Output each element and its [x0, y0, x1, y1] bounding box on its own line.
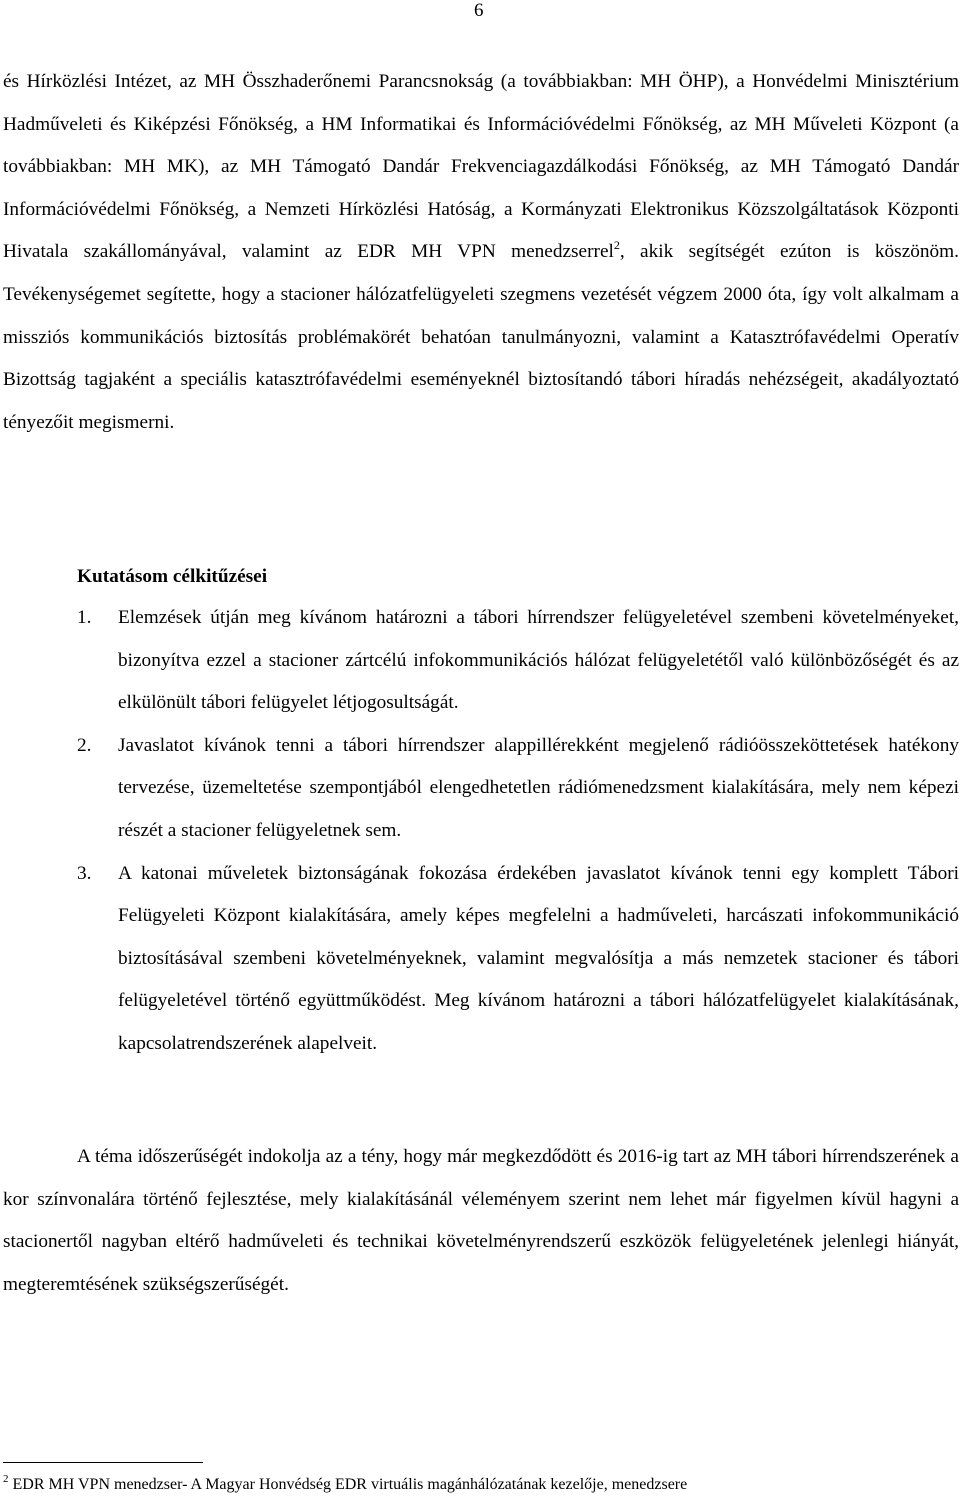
list-item: [77, 725, 959, 853]
intro-paragraph-text-after-ref: , akik segítségét ezúton is köszönöm. Tevékenységemet segítette, hogy a stacioner hálózatfelügyeleti szegmens vezetését végzem 2000 óta, így volt alkalmam a missziós kommunikációs biztosítás problémakörét behatóan tanulmányozni, valamint a Katasztrófavédelmi Operatív Bizottság tagjaként a speciális katasztrófavédelmi eseményeknél biztosítandó tábori híradás nehézségeit, akadályoztató tényezőit megismerni.: [3, 241, 959, 433]
page-number: 6: [474, 0, 484, 21]
relevance-paragraph: A téma időszerűségét indokolja az a tény, hogy már megkezdődött és 2016-ig tart az MH tábori hírrendszerének a kor színvonalára történő fejlesztése, mely kialakításánál véleményem szerint nem lehet már figyelmen kívül hagyni a stacionertől nagyban eltérő hadműveleti és technikai követelményrendszerű eszközök felügyeletének jelenlegi hiányát, megteremtésének szükségszerűségét.: [3, 1146, 959, 1295]
footnote-text: EDR MH VPN menedzser- A Magyar Honvédség EDR virtuális magánhálózatának kezelője, menedzsere: [8, 1476, 688, 1493]
list-item-text: A katonai műveletek biztonságának fokozása érdekében javaslatot kívánok tenni egy komplett Tábori Felügyeleti Központ kialakítására, amely képes megfelelni a hadműveleti, harcászati infokommunikáció biztosításával szembeni követelményeknek, valamint megvalósítja a más nemzetek stacioner és tábori felügyeletével történő együttműködést. Meg kívánom határozni a tábori hálózatfelügyelet kialakításának, kapcsolatrendszerének alapelveit.: [118, 862, 959, 1054]
intro-paragraph-text-before-ref: és Hírközlési Intézet, az MH Összhaderőnemi Parancsnokság (a továbbiakban: MH ÖHP), a Honvédelmi Minisztérium Hadműveleti és Kiképzési Főnökség, a HM Informatikai és Információvédelmi Főnökség, az MH Műveleti Központ (a továbbiakban: MH MK), az MH Támogató Dandár Frekvenciagazdálkodási Főnökség, az MH Támogató Dandár Információvédelmi Főnökség, a Nemzeti Hírközlési Hatóság, a Kormányzati Elektronikus Közszolgáltatások Központi Hivatala szakállományával, valamint az EDR MH VPN menedzserrel: [3, 71, 959, 263]
footnote-marker: 2: [3, 1473, 9, 1485]
list-item-number: 2.: [77, 734, 92, 756]
footnote-reference[interactable]: 2: [613, 238, 620, 253]
section-heading: Kutatásom célkitűzései: [77, 566, 268, 587]
list-item-text: Javaslatot kívánok tenni a tábori hírrendszer alappillérekként megjelenő rádióösszeköttetések hatékony tervezése, üzemeltetése szempontjából elengedhetetlen rádiómenedzsment kialakítására, mely nem képezi részét a stacioner felügyeletnek sem.: [118, 734, 959, 841]
research-goals-list: [77, 597, 959, 1066]
footnote: [3, 1474, 959, 1496]
list-item-number: 3.: [77, 862, 92, 884]
footnote-divider: [3, 1462, 203, 1463]
list-item: [77, 597, 959, 725]
list-item: [77, 853, 959, 1066]
list-item-text: Elemzések útján meg kívánom határozni a tábori hírrendszer felügyeletével szembeni követelményeket, bizonyítva ezzel a stacioner zártcélú infokommunikációs hálózat felügyeletétől való különbözőségét és az elkülönült tábori felügyelet létjogosultságát.: [118, 607, 959, 714]
list-item-number: 1.: [77, 607, 92, 628]
intro-paragraph: [3, 61, 959, 444]
